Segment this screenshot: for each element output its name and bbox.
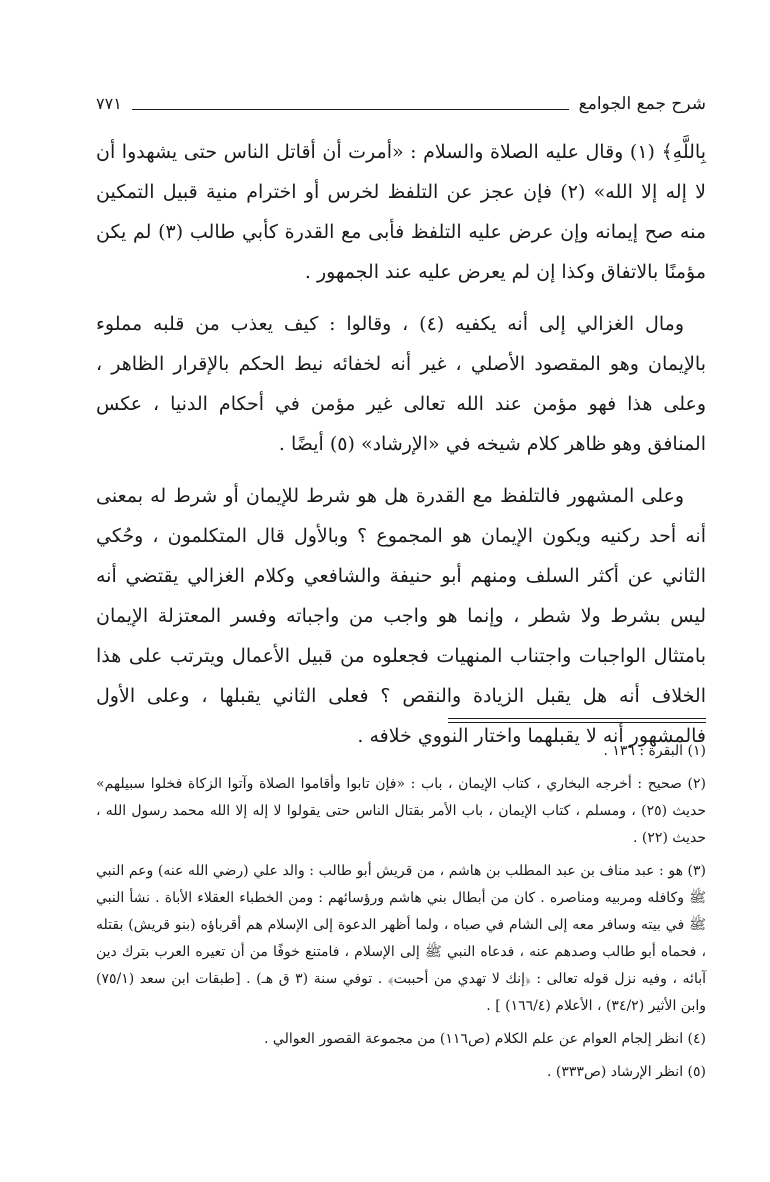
footnote: (٥) انظر الإرشاد (ص٣٣٣) .	[547, 1064, 706, 1080]
footnote: (١) البقرة : ١٣٦ .	[603, 743, 706, 759]
footnote-separator	[448, 718, 706, 723]
paragraph: بِاللَّهِ﴾ (١) وقال عليه الصلاة والسلام : «أمرت أن أقاتل الناس حتى يشهدوا أن لا إله إلا الله» (٢) فإن عجز عن التلفظ لخرس أو اخترام منية قبيل التمكين منه صح إيمانه وإن عرض عليه التلفظ فأبى مع القدرة كأبي طالب (٣) لم يكن مؤمنًا بالاتفاق وكذا إن لم يعرض عليه عند الجمهور .	[96, 141, 707, 283]
running-header	[96, 84, 706, 118]
footnote: (٤) انظر إلجام العوام عن علم الكلام (ص١١٦) من مجموعة القصور العوالي .	[264, 1031, 706, 1047]
footnote: (٢) صحيح : أخرجه البخاري ، كتاب الإيمان ، باب : «فإن تابوا وأقاموا الصلاة وآتوا الزكاة فخلوا سبيلهم» حديث (٢٥) ، ومسلم ، كتاب الإيمان ، باب الأمر بقتال الناس حتى يقولوا لا إله إلا الله محمد رسول الله ، حديث (٢٢) .	[96, 776, 706, 846]
paragraph: وعلى المشهور فالتلفظ مع القدرة هل هو شرط للإيمان أو شرط له بمعنى أنه أحد ركنيه ويكون الإيمان هو المجموع ؟ وبالأول قال المتكلمون ، وحُكي الثاني عن أكثر السلف ومنهم أبو حنيفة والشافعي وكلام الغزالي يقتضي أنه ليس بشرط ولا شطر ، وإنما هو واجب من واجباته وفسر المعتزلة الإيمان بامتثال الواجبات واجتناب المنهيات فجعلوه من قبيل الأعمال ويترتب على هذا الخلاف أنه هل يقبل الزيادة والنقص ؟ فعلى الثاني يقبلها ، وعلى الأول فالمشهور أنه لا يقبلهما واختار النووي خلافه .	[96, 485, 706, 747]
header-rule	[132, 109, 569, 110]
footnotes	[96, 738, 706, 1092]
footnote: (٣) هو : عبد مناف بن عبد المطلب بن هاشم ، من قريش أبو طالب : والد علي (رضي الله عنه) وعم النبي ﷺ وكافله ومربيه ومناصره . كان من أبطال بني هاشم ورؤسائهم : ومن الخطباء العقلاء الأباة . نشأ النبي ﷺ في بيته وسافر معه إلى الشام في صباه ، ولما أظهر الدعوة إلى الإسلام هم أقرباؤه (بنو قريش) بقتله ، فحماه أبو طالب وصدهم عنه ، فدعاه النبي ﷺ إلى الإسلام ، فامتنع خوفًا من أن تعيره العرب بترك دين آبائه ، وفيه نزل قوله تعالى : ﴿إنك لا تهدي من أحببت﴾ . توفي سنة (٣ ق هـ) . [طبقات ابن سعد (٧٥/١) وابن الأثير (٣٤/٢) ، الأعلام (١٦٦/٤) ] .	[96, 863, 706, 1014]
main-text	[96, 132, 706, 768]
running-title: شرح جمع الجوامع	[578, 94, 706, 114]
page-number: ٧٧١	[96, 94, 122, 113]
paragraph: ومال الغزالي إلى أنه يكفيه (٤) ، وقالوا : كيف يعذب من قلبه مملوء بالإيمان وهو المقصود الأصلي ، غير أنه لخفائه نيط الحكم بالإقرار الظاهر ، وعلى هذا فهو مؤمن عند الله تعالى غير مؤمن في أحكام الدنيا ، عكس المنافق وهو ظاهر كلام شيخه في «الإرشاد» (٥) أيضًا .	[96, 313, 706, 455]
